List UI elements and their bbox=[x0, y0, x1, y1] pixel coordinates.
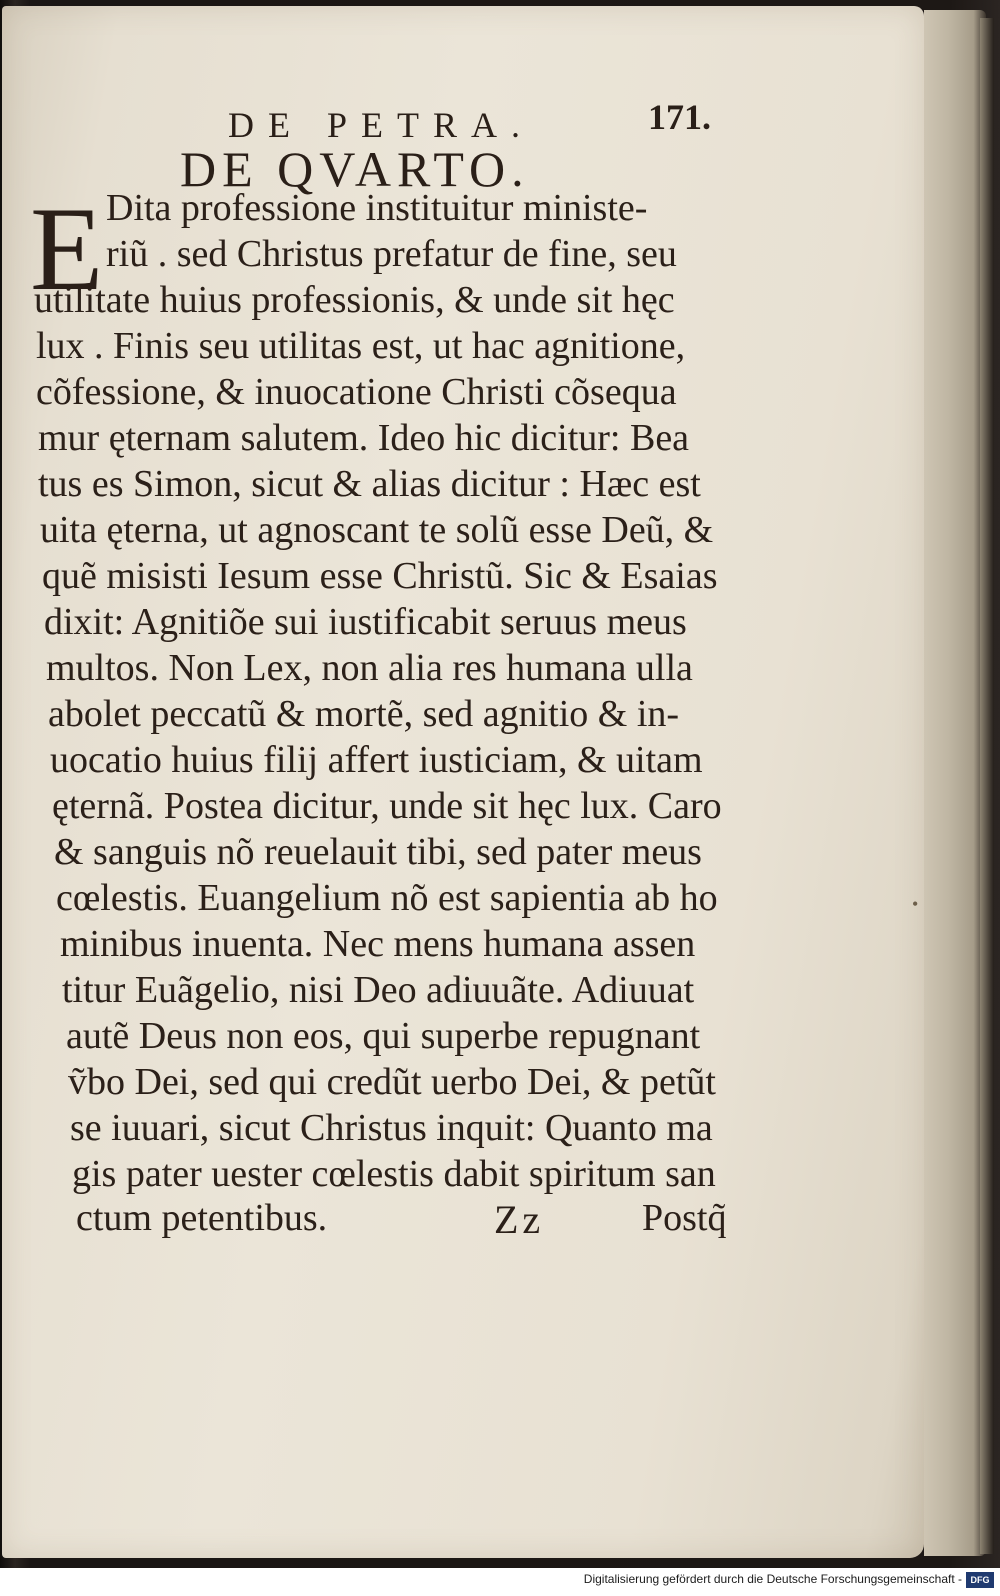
catchword: Postq̃ bbox=[642, 1197, 727, 1239]
text-line: cõfessione, & inuocatione Christi cõsequa bbox=[36, 371, 677, 413]
text-line: & sanguis nõ reuelauit tibi, sed pater meus bbox=[54, 831, 702, 873]
text-line: uita ęterna, ut agnoscant te solũ esse Deũ, & bbox=[40, 509, 714, 551]
text-line: titur Euãgelio, nisi Deo adiuuãte. Adiuuat bbox=[62, 969, 695, 1011]
text-line: quẽ misisti Iesum esse Christũ. Sic & Esaias bbox=[42, 555, 718, 597]
dfg-logo: DFG bbox=[966, 1572, 994, 1588]
text-line: tus es Simon, sicut & alias dicitur : Hæc est bbox=[38, 463, 701, 505]
text-line: gis pater uester cœlestis dabit spiritum san bbox=[72, 1153, 716, 1195]
text-line: utilitate huius professionis, & unde sit hęc bbox=[34, 279, 675, 321]
text-line: autẽ Deus non eos, qui superbe repugnant bbox=[66, 1015, 701, 1057]
text-line: minibus inuenta. Nec mens humana assen bbox=[60, 923, 696, 965]
drop-cap: E bbox=[30, 182, 104, 315]
folio-number: 171. bbox=[648, 97, 711, 137]
text-line: mur ęternam salutem. Ideo hic dicitur: Bea bbox=[38, 417, 690, 459]
last-line-row bbox=[76, 1196, 776, 1246]
running-head: DE PETRA. bbox=[228, 105, 534, 145]
chapter-title: DE QVARTO. bbox=[180, 141, 530, 197]
text-line: ṽbo Dei, sed qui credũt uerbo Dei, & petũt bbox=[68, 1061, 716, 1103]
page-shadow-edge bbox=[980, 18, 994, 1554]
page-fore-edge bbox=[924, 10, 986, 1556]
text-line: riũ . sed Christus prefatur de fine, seu bbox=[106, 233, 677, 275]
footer-credit: Digitalisierung gefördert durch die Deutsche Forschungsgemeinschaft - bbox=[583, 1572, 962, 1586]
footer-bar bbox=[0, 1568, 1000, 1596]
text-line: abolet peccatũ & mortẽ, sed agnitio & in- bbox=[48, 693, 680, 735]
text-line: Dita professione instituitur ministe- bbox=[106, 187, 648, 229]
last-line: ctum petentibus. bbox=[76, 1197, 328, 1239]
text-line: uocatio huius filij affert iusticiam, & uitam bbox=[50, 739, 703, 781]
text-line: dixit: Agnitiõe sui iustificabit seruus meus bbox=[44, 601, 687, 643]
margin-stain: • bbox=[912, 894, 919, 914]
text-line: multos. Non Lex, non alia res humana ulla bbox=[46, 647, 693, 689]
text-line: lux . Finis seu utilitas est, ut hac agnitione, bbox=[36, 325, 686, 367]
text-line: ęternã. Postea dicitur, unde sit hęc lux. Caro bbox=[52, 785, 722, 827]
text-line: se iuuari, sicut Christus inquit: Quanto ma bbox=[70, 1107, 713, 1149]
text-line: cœlestis. Euangelium nõ est sapientia ab ho bbox=[56, 877, 718, 919]
signature-mark: Zz bbox=[494, 1197, 545, 1242]
